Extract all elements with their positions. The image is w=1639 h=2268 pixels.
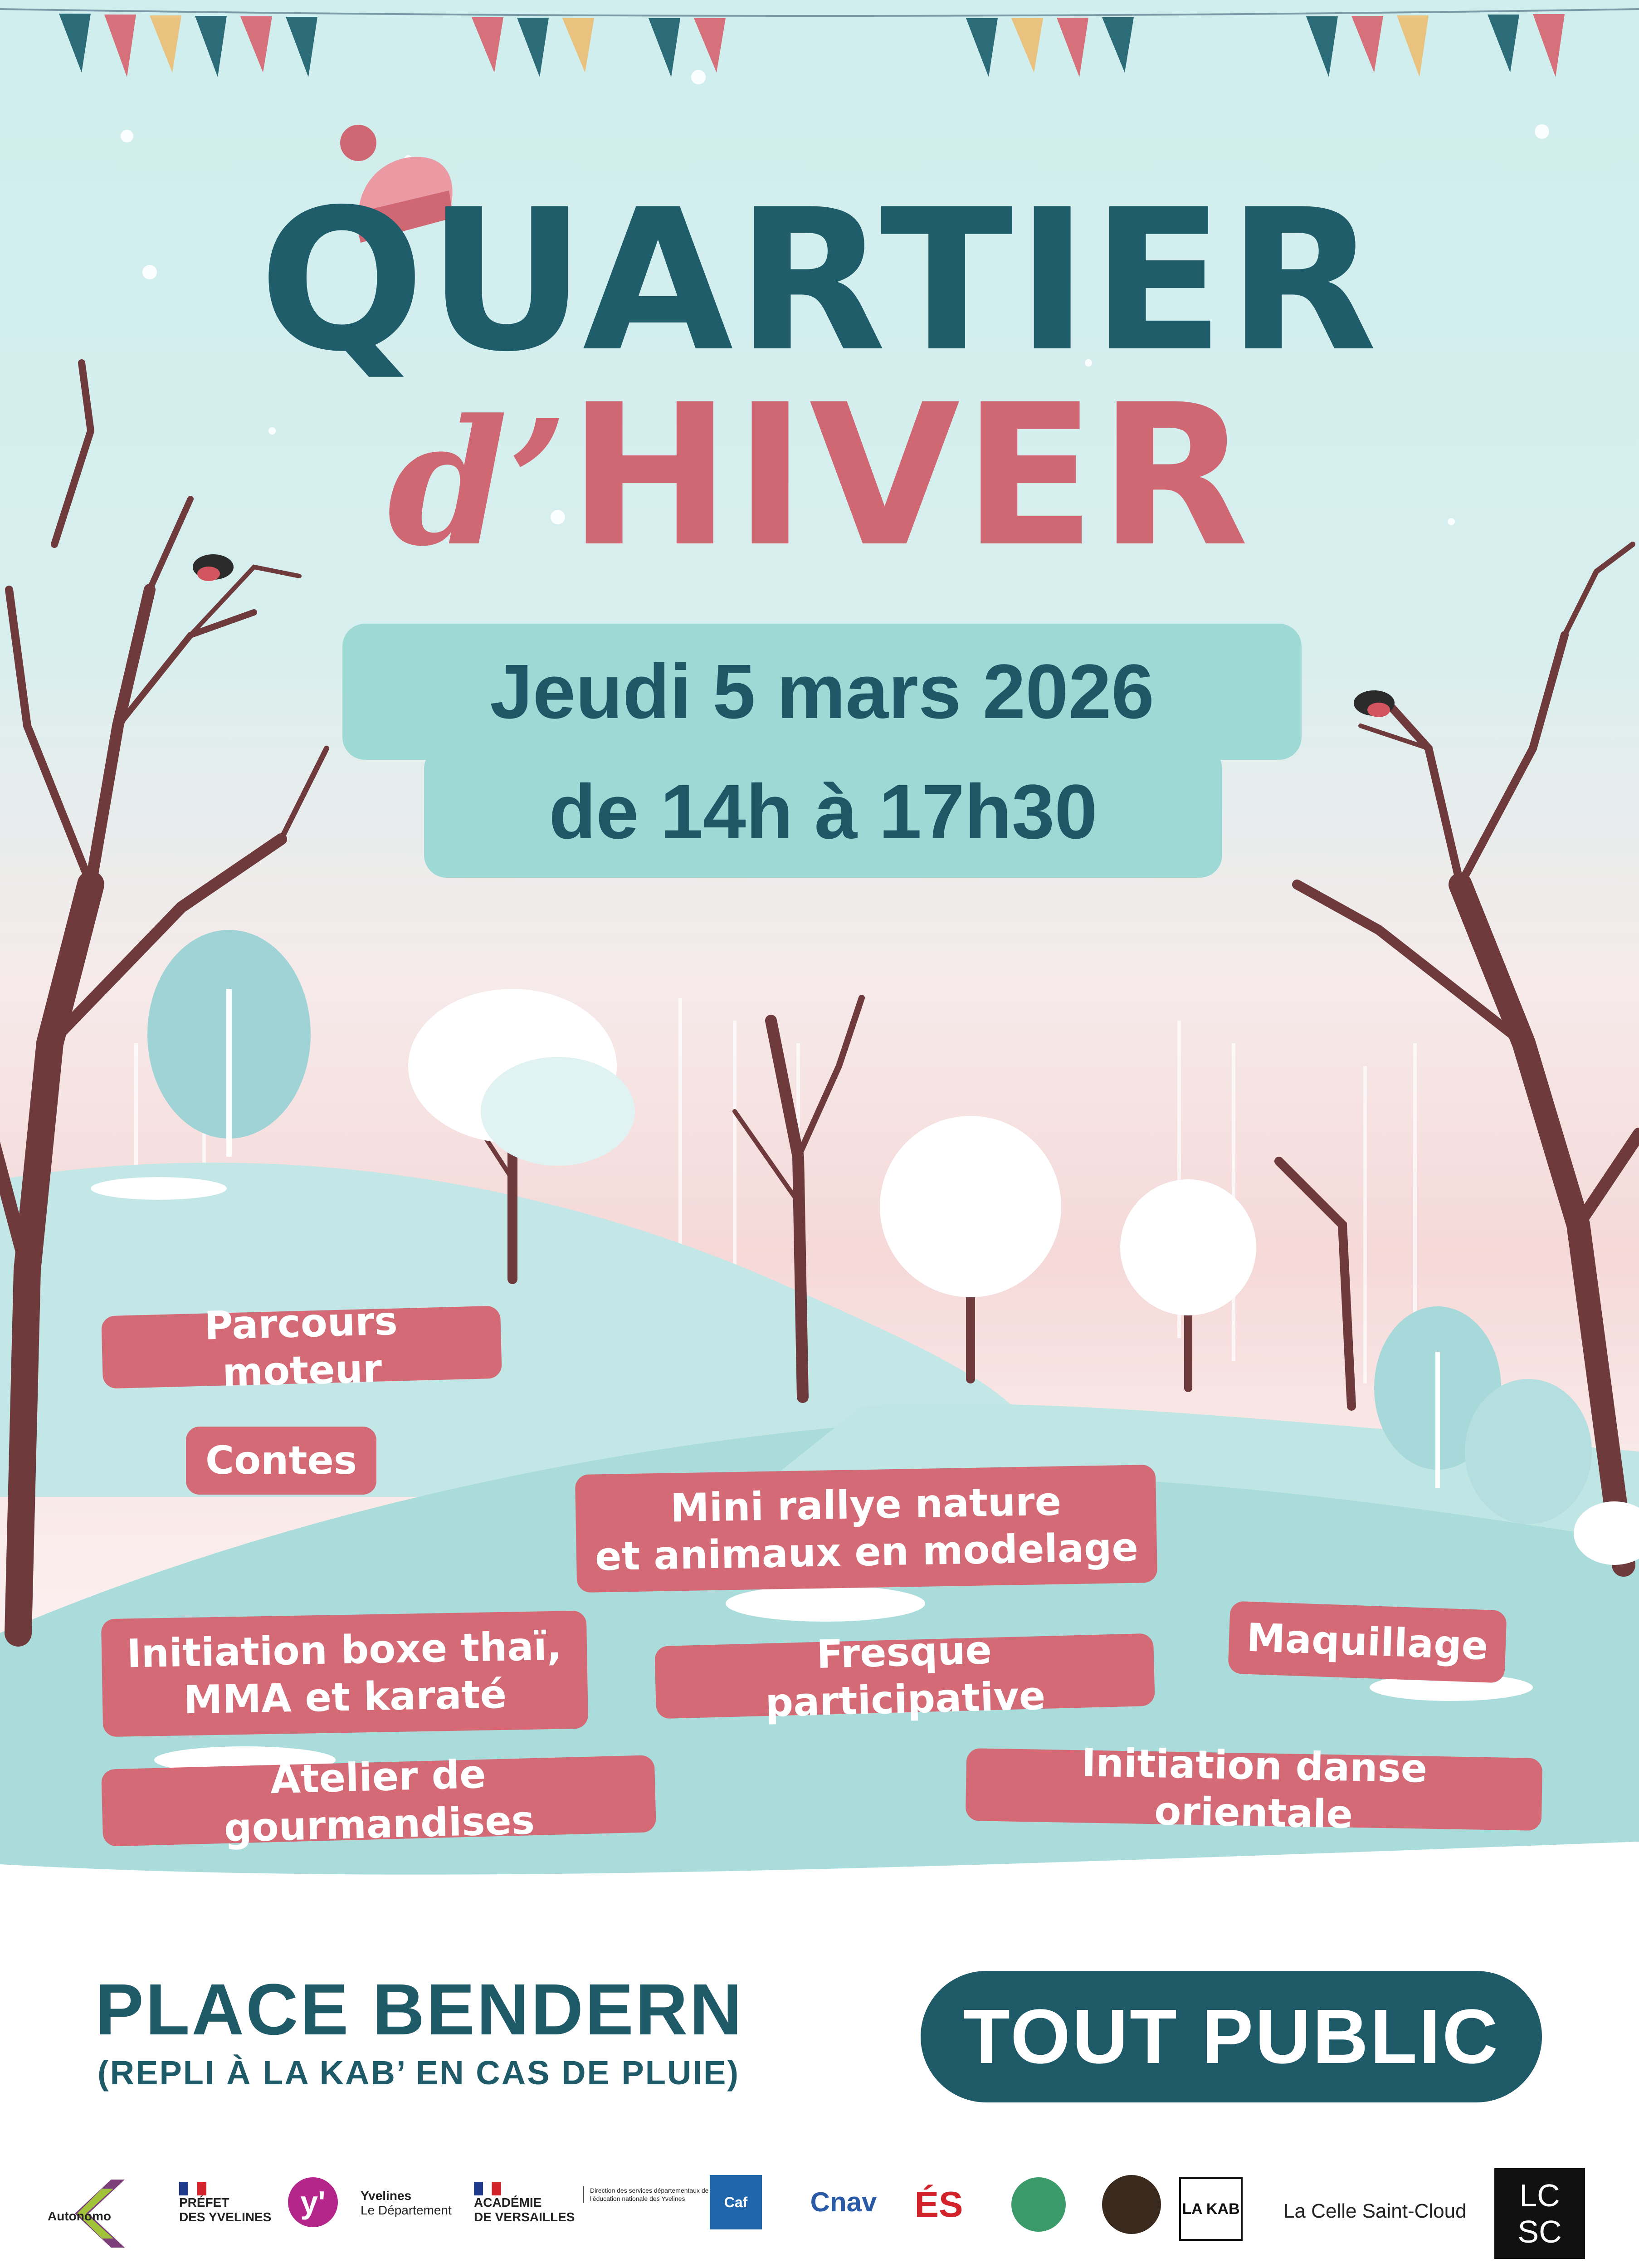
title-hiver-word: HIVER [568,363,1252,590]
cppr-logo [1011,2177,1066,2232]
cnav-logo [796,2182,891,2223]
activity-label-line2: et animaux en modelage [595,1525,1139,1580]
activity-boxe-mma-karate [101,1611,588,1737]
academie-line1: ACADÉMIE [474,2195,542,2209]
activity-label-line1: Mini rallye nature [670,1479,1062,1531]
activity-label: Fresque participative [765,1627,1046,1726]
yvelines-logo-text [361,2189,452,2218]
lcsc-logo [1494,2168,1585,2259]
activity-mini-rallye [575,1465,1157,1593]
activity-fresque-participative [654,1627,1155,1726]
activity-label: Atelier de gourmandises [223,1751,536,1851]
lcsc-line1: LC [1519,2178,1560,2213]
prefet-line1: PRÉFET [179,2195,229,2209]
activity-contes [186,1427,376,1495]
rain-fallback-location: (REPLI À LA KAB’ EN CAS DE PLUIE) [98,2054,740,2092]
event-date: Jeudi 5 mars 2026 [342,624,1302,760]
la-kab-label: LA KAB [1182,2200,1240,2218]
event-location: PLACE BENDERN [95,1969,744,2050]
activity-label: Contes [205,1438,357,1483]
prefet-line2: DES YVELINES [179,2210,272,2224]
academie-logo [474,2182,583,2224]
bunting-flags [0,0,1639,100]
activity-danse-orientale [966,1740,1543,1838]
bunting-flag-row [59,14,1565,77]
activity-atelier-gourmandises [101,1751,656,1851]
lcsc-line2: SC [1517,2214,1562,2249]
snow-patch [726,1585,925,1622]
eloisie-label: ÉS [914,2184,963,2224]
snow-patch [91,1177,227,1200]
yvelines-line1: Yvelines [361,2189,412,2203]
audience-badge: TOUT PUBLIC [921,1971,1542,2102]
la-celle-saint-cloud-label: La Celle Saint-Cloud [1283,2200,1467,2222]
la-kab-logo [1179,2177,1243,2241]
activity-maquillage [1228,1601,1507,1683]
french-flag-icon [179,2182,206,2195]
dsden-label: Direction des services départementaux de l'éducation nationale des Yvelines [583,2186,740,2203]
title-quartier: QUARTIER [259,168,1380,395]
partner-logos [0,2168,1639,2268]
caf-label: Caf [724,2194,748,2210]
event-time: de 14h à 17h30 [424,746,1222,878]
caf-logo [710,2175,762,2229]
badge-78-logo [1102,2175,1161,2234]
activity-label-line2: MMA et karaté [183,1672,507,1723]
yvelines-logo-mark: y' [288,2177,338,2227]
french-flag-icon [474,2182,501,2195]
title-hiver [0,363,1639,590]
cnav-label: Cnav [810,2187,877,2217]
activity-label: Maquillage [1246,1615,1489,1669]
eloisie-logo [909,2177,968,2232]
academie-line2: DE VERSAILLES [474,2210,575,2224]
activity-label-line1: Initiation boxe thaï, [126,1623,562,1677]
activity-parcours-moteur [101,1298,502,1396]
yvelines-line2: Le Département [361,2203,452,2217]
activity-label: Initiation danse orientale [1081,1740,1428,1838]
prefet-logo [179,2182,283,2224]
autonomo-label: Autonomo [48,2209,111,2223]
title-d-apostrophe: d’ [387,381,568,584]
activity-label: Parcours moteur [204,1298,398,1396]
